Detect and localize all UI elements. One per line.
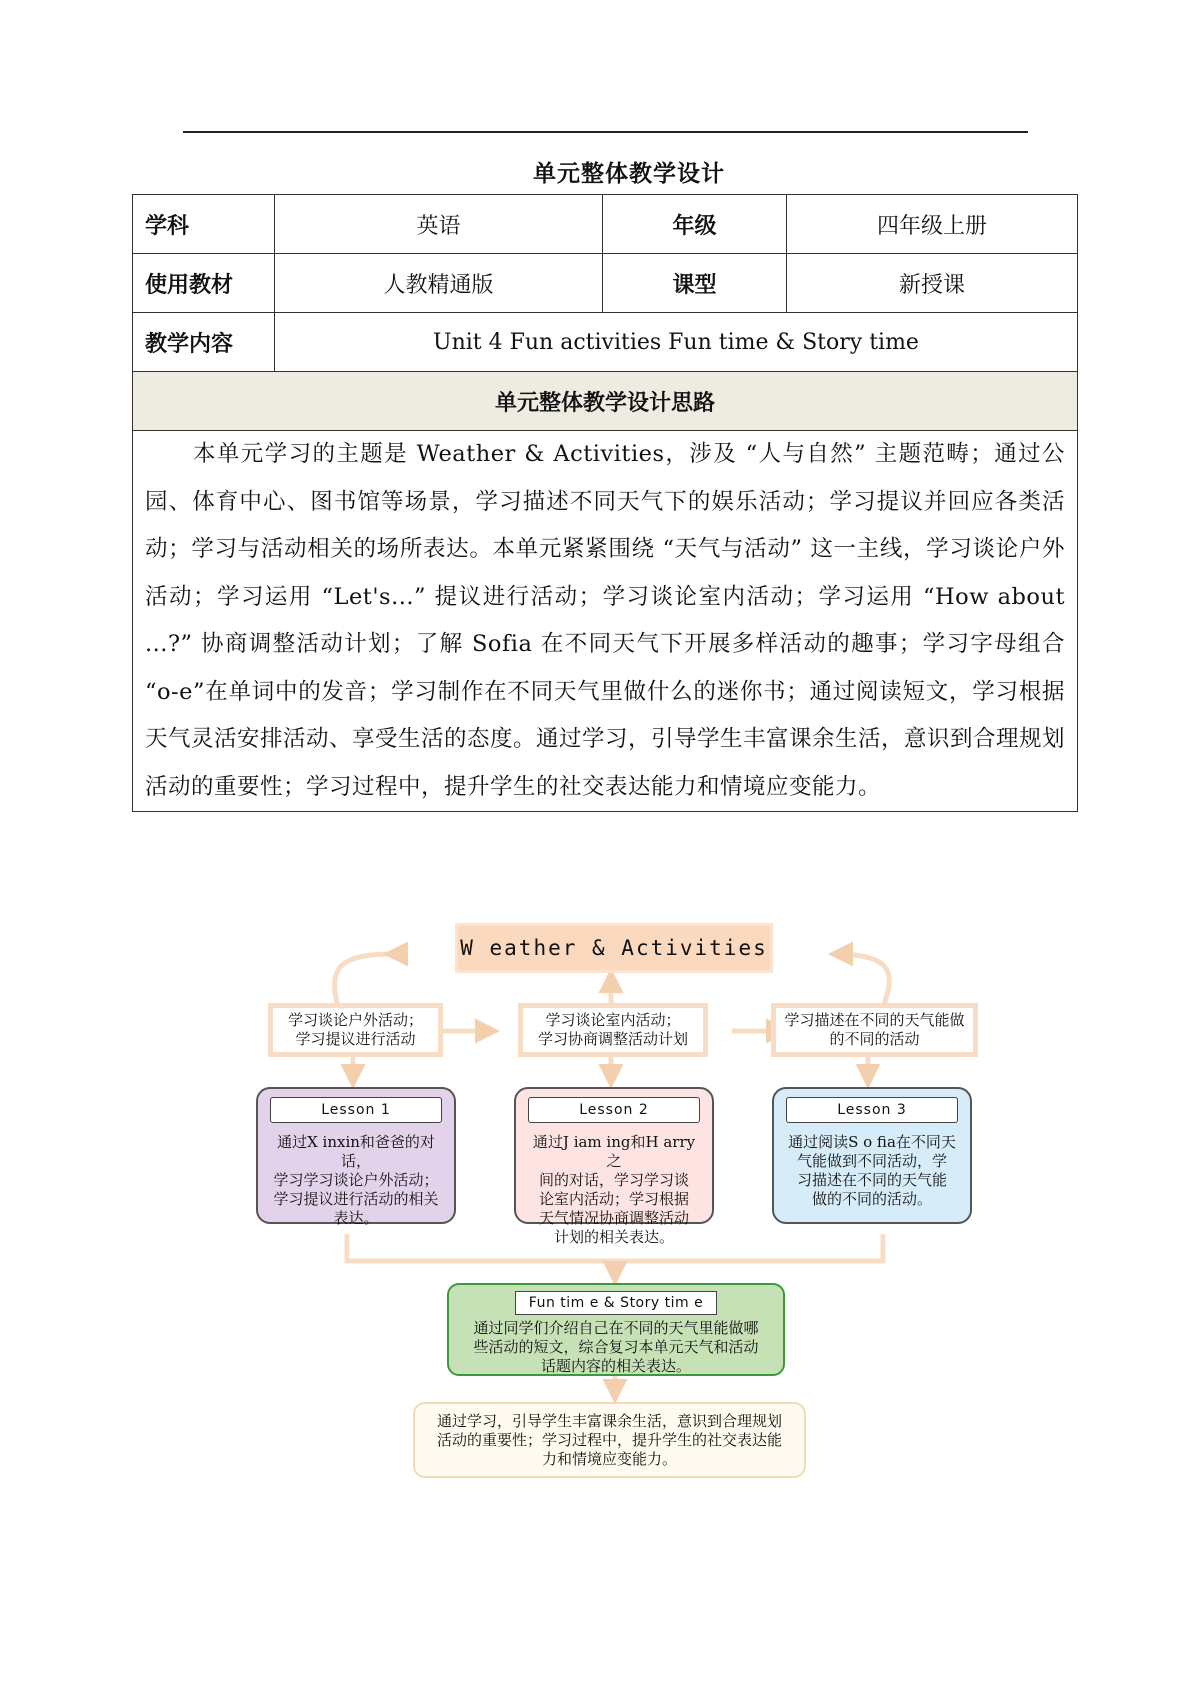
content-value: Unit 4 Fun activities Fun time & Story time: [275, 313, 1078, 372]
design-section-heading: 单元整体教学设计思路: [133, 372, 1078, 431]
fun-story-time-box: [447, 1283, 785, 1376]
lesson1-tag: Lesson 1: [270, 1097, 442, 1123]
curve-left-arrow: [335, 954, 393, 1007]
lesson2-tag: Lesson 2: [528, 1097, 700, 1123]
lesson3-box: [772, 1087, 972, 1224]
step-indoor-text: 学习谈论室内活动； 学习协商调整活动计划: [537, 1011, 688, 1048]
table-row: [133, 313, 1078, 372]
fun-story-time-description: 通过同学们介绍自己在不同的天气里能做哪 些活动的短文，综合复习本单元天气和活动 话题内容的相关表达。: [473, 1319, 759, 1375]
content-label: 教学内容: [133, 313, 275, 372]
learning-goal-box: [413, 1402, 806, 1478]
unit-flow-diagram: [208, 909, 1008, 1549]
design-section-body: [133, 431, 1078, 1468]
fun-story-time-tag: Fun tim e & Story tim e: [515, 1291, 717, 1315]
lesson2-box: [514, 1087, 714, 1246]
header-rule: [183, 131, 1028, 133]
lesson-type-value: 新授课: [787, 254, 1078, 313]
lesson3-tag: Lesson 3: [786, 1097, 958, 1123]
step-weather-box: [771, 1003, 978, 1057]
lesson1-description: 通过X inxin和爸爸的对话， 学习学习谈论户外活动； 学习提议进行活动的相关 表达。: [273, 1133, 439, 1227]
grade-label: 年级: [603, 195, 787, 254]
step-indoor-box: [518, 1003, 708, 1057]
grade-value: 四年级上册: [787, 195, 1078, 254]
subject-value: 英语: [275, 195, 603, 254]
info-table: [132, 194, 1078, 1468]
step-outdoor-text: 学习谈论户外活动； 学习提议进行活动: [287, 1011, 423, 1048]
subject-label: 学科: [133, 195, 275, 254]
lesson3-description: 通过阅读S o fia在不同天 气能做到不同活动，学 习描述在不同的天气能 做的不同的活动。: [788, 1133, 956, 1208]
diagram-title-box: [455, 923, 773, 973]
textbook-label: 使用教材: [133, 254, 275, 313]
table-row: [133, 195, 1078, 254]
table-row: [133, 254, 1078, 313]
lesson2-description: 通过J iam ing和H arry之 间的对话，学习学习谈 论室内活动；学习根据 天气情况协商调整活动 计划的相关表达。: [532, 1133, 696, 1246]
step-outdoor-box: [268, 1003, 443, 1057]
textbook-value: 人教精通版: [275, 254, 603, 313]
table-row: [133, 372, 1078, 431]
curve-right-arrow: [833, 954, 889, 1007]
lesson-type-label: 课型: [603, 254, 787, 313]
design-paragraph: 本单元学习的主题是 Weather & Activities，涉及 “人与自然” 主题范畴；通过公园、体育中心、图书馆等场景，学习描述不同天气下的娱乐活动；学习提议并回应各类活动；学习与活动相关的场所表达。本单元紧紧围绕 “天气与活动” 这一主线，学习谈论户外活动；学习运用 “Let's...” 提议进行活动；学习谈论室内活动；学习运用 “How about ...?” 协商调整活动计划；了解 Sofia 在不同天气下开展多样活动的趣事；学习字母组合 “o-e”在单词中的发音；学习制作在不同天气里做什么的迷你书；通过阅读短文，学习根据天气灵活安排活动、享受生活的态度。通过学习，引导学生丰富课余生活，意识到合理规划活动的重要性；学习过程中，提升学生的社交表达能力和情境应变能力。: [145, 441, 1066, 800]
document-title: 单元整体教学设计: [533, 160, 725, 187]
step-weather-text: 学习描述在不同的天气能做 的不同的活动: [784, 1011, 965, 1048]
table-row: [133, 431, 1078, 812]
learning-goal-text: 通过学习，引导学生丰富课余生活，意识到合理规划 活动的重要性；学习过程中，提升学生的社交表达能 力和情境应变能力。: [436, 1412, 782, 1468]
diagram-title: W eather & Activities: [460, 935, 768, 960]
lesson1-box: [256, 1087, 456, 1227]
